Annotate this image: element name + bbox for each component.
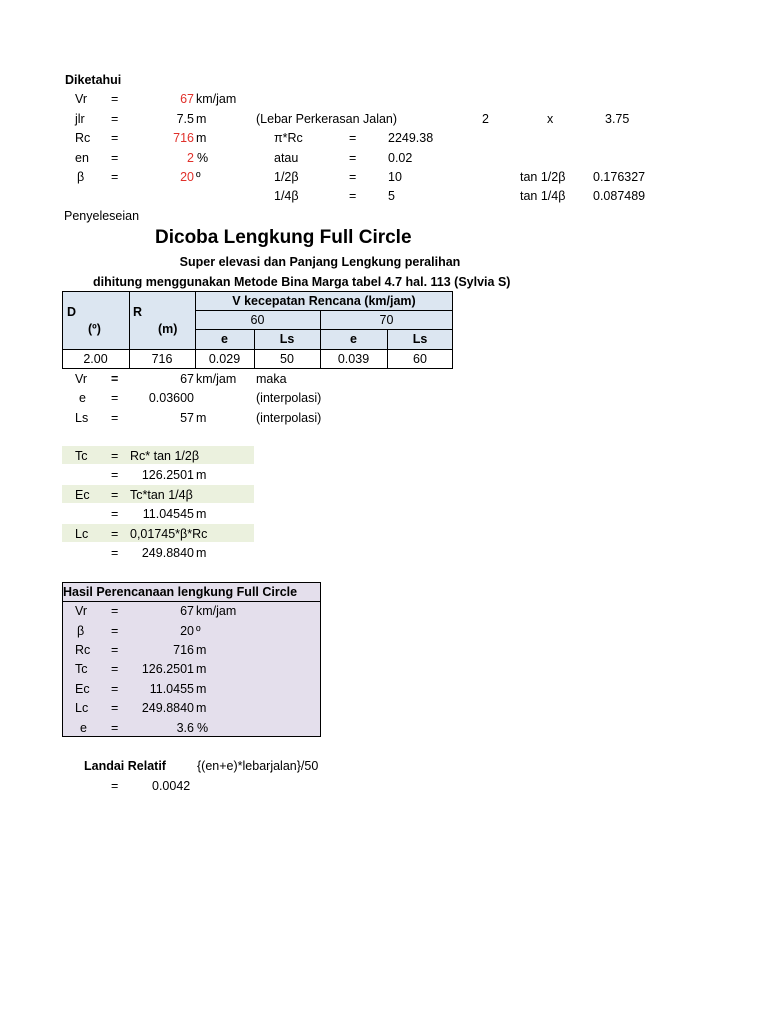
beta-unit: º	[196, 170, 201, 184]
pi-rc-result: 2249.38	[388, 131, 434, 145]
hasil-ec-value: 11.0455	[149, 682, 194, 696]
tan-half-beta-label: tan 1/2β	[520, 170, 566, 184]
col-r-header: R	[133, 305, 143, 319]
vr-value: 67	[180, 92, 194, 106]
tan-half-beta-value: 0.176327	[593, 170, 646, 184]
rc-eq: =	[111, 131, 119, 145]
beta-value: 20	[180, 170, 194, 184]
ec-result-eq: =	[111, 507, 119, 521]
ec-value: 11.04545	[142, 507, 194, 521]
interp-vr-label: Vr	[75, 372, 88, 386]
pi-rc-expr: π*Rc	[274, 131, 303, 145]
interp-vr-unit: km/jam	[196, 372, 237, 386]
lc-result-eq: =	[111, 546, 119, 560]
ls-70-header: Ls	[412, 332, 428, 346]
lane-count: 2	[482, 112, 489, 126]
interp-vr-eq: =	[111, 372, 119, 386]
lc-value: 249.8840	[141, 546, 194, 560]
jlr-unit: m	[196, 112, 207, 126]
interp-ls-eq: =	[111, 411, 119, 425]
tc-formula: Rc* tan 1/2β	[130, 449, 200, 463]
jlr-eq: =	[111, 112, 119, 126]
table-hline-1	[195, 310, 453, 311]
vr-unit: km/jam	[196, 92, 237, 106]
landai-formula: {(en+e)*lebarjalan}/50	[197, 759, 319, 773]
tc-label: Tc	[75, 449, 88, 463]
hasil-tc-eq: =	[111, 662, 119, 676]
subtitle-2: dihitung menggunakan Metode Bina Marga tabel 4.7 hal. 113 (Sylvia S)	[93, 275, 511, 289]
hasil-vr-unit: km/jam	[196, 604, 237, 618]
jlr-label: jlr	[75, 112, 85, 126]
hasil-tc-label: Tc	[75, 662, 88, 676]
interp-ls-label: Ls	[75, 411, 89, 425]
jlr-value: 7.5	[176, 112, 194, 126]
interp-e-note: (interpolasi)	[256, 391, 322, 405]
hasil-vr-eq: =	[111, 604, 119, 618]
ec-label: Ec	[75, 488, 90, 502]
en-decimal: 0.02	[388, 151, 413, 165]
pi-rc-eq: =	[349, 131, 357, 145]
lc-label: Lc	[75, 527, 89, 541]
hasil-rc-label: Rc	[75, 643, 91, 657]
jlr-note: (Lebar Perkerasan Jalan)	[256, 112, 398, 126]
tc-result-eq: =	[111, 468, 119, 482]
atau-eq: =	[349, 151, 357, 165]
col-d-header: D	[67, 305, 77, 319]
lc-eq: =	[111, 527, 119, 541]
half-beta-value: 10	[388, 170, 402, 184]
table-cell-ls60: 50	[280, 352, 294, 366]
hasil-e-unit: %	[197, 721, 209, 735]
speed-70: 70	[379, 313, 394, 327]
interp-ls-unit: m	[196, 411, 207, 425]
ec-formula: Tc*tan 1/4β	[130, 488, 193, 502]
en-value: 2	[187, 151, 194, 165]
hasil-lc-unit: m	[196, 701, 207, 715]
hasil-tc-unit: m	[196, 662, 207, 676]
hasil-title-divider	[62, 601, 321, 602]
rc-value: 716	[173, 131, 194, 145]
hasil-lc-label: Lc	[75, 701, 89, 715]
hasil-beta-unit: º	[196, 624, 201, 638]
page-title: Dicoba Lengkung Full Circle	[155, 227, 412, 248]
interp-e-label: e	[79, 391, 86, 405]
subtitle-1: Super elevasi dan Panjang Lengkung peralihan	[179, 255, 461, 269]
interp-ls-value: 57	[180, 411, 194, 425]
hasil-e-value: 3.6	[176, 721, 194, 735]
landai-eq: =	[111, 779, 119, 793]
hasil-ec-eq: =	[111, 682, 119, 696]
quarter-beta-expr: 1/4β	[274, 189, 299, 203]
rc-unit: m	[196, 131, 207, 145]
en-unit: %	[197, 151, 209, 165]
hasil-tc-value: 126.2501	[141, 662, 194, 676]
hasil-ec-unit: m	[196, 682, 207, 696]
landai-value: 0.0042	[152, 779, 191, 793]
hasil-rc-value: 716	[173, 643, 194, 657]
half-beta-eq: =	[349, 170, 357, 184]
lc-unit: m	[196, 546, 207, 560]
hasil-e-eq: =	[111, 721, 119, 735]
ec-unit: m	[196, 507, 207, 521]
lc-formula: 0,01745*β*Rc	[130, 527, 208, 541]
interp-e-value: 0.03600	[148, 391, 194, 405]
landai-label: Landai Relatif	[84, 759, 166, 773]
interp-maka: maka	[256, 372, 287, 386]
interp-e-eq: =	[111, 391, 119, 405]
atau-label: atau	[274, 151, 299, 165]
diketahui-title: Diketahui	[65, 73, 122, 87]
vr-eq: =	[111, 92, 119, 106]
tc-value: 126.2501	[141, 468, 194, 482]
hasil-ec-label: Ec	[75, 682, 90, 696]
hasil-lc-value: 249.8840	[141, 701, 194, 715]
rc-label: Rc	[75, 131, 91, 145]
table-cell-d: 2.00	[83, 352, 108, 366]
tc-eq: =	[111, 449, 119, 463]
ls-60-header: Ls	[279, 332, 295, 346]
vr-label: Vr	[75, 92, 88, 106]
tan-quarter-beta-label: tan 1/4β	[520, 189, 566, 203]
hasil-e-label: e	[80, 721, 87, 735]
en-label: en	[75, 151, 89, 165]
ec-eq: =	[111, 488, 119, 502]
half-beta-expr: 1/2β	[274, 170, 299, 184]
hasil-vr-value: 67	[180, 604, 194, 618]
col-r-unit: (m)	[158, 322, 178, 336]
hasil-rc-unit: m	[196, 643, 207, 657]
table-cell-e70: 0.039	[337, 352, 370, 366]
quarter-beta-eq: =	[349, 189, 357, 203]
table-hline-3	[62, 349, 453, 350]
quarter-beta-value: 5	[388, 189, 395, 203]
tc-unit: m	[196, 468, 207, 482]
speed-60: 60	[250, 313, 265, 327]
table-cell-ls70: 60	[413, 352, 427, 366]
v-header: V kecepatan Rencana (km/jam)	[232, 294, 416, 308]
table-hline-2	[195, 329, 453, 330]
hasil-vr-label: Vr	[75, 604, 88, 618]
table-cell-r: 716	[151, 352, 173, 366]
hasil-beta-label: β	[77, 624, 85, 638]
interp-vr-value: 67	[180, 372, 194, 386]
table-cell-e60: 0.029	[208, 352, 241, 366]
hasil-beta-eq: =	[111, 624, 119, 638]
hasil-beta-value: 20	[180, 624, 194, 638]
en-eq: =	[111, 151, 119, 165]
interp-ls-note: (interpolasi)	[256, 411, 322, 425]
lane-width: 3.75	[605, 112, 630, 126]
hasil-lc-eq: =	[111, 701, 119, 715]
times-sign: x	[547, 112, 554, 126]
penyeleseian-label: Penyeleseian	[64, 209, 140, 223]
tan-quarter-beta-value: 0.087489	[593, 189, 646, 203]
e-60-header: e	[221, 332, 228, 346]
beta-label: β	[77, 170, 85, 184]
e-70-header: e	[350, 332, 357, 346]
col-d-unit: (º)	[88, 322, 101, 336]
hasil-title: Hasil Perencanaan lengkung Full Circle	[63, 585, 298, 599]
hasil-rc-eq: =	[111, 643, 119, 657]
beta-eq: =	[111, 170, 119, 184]
